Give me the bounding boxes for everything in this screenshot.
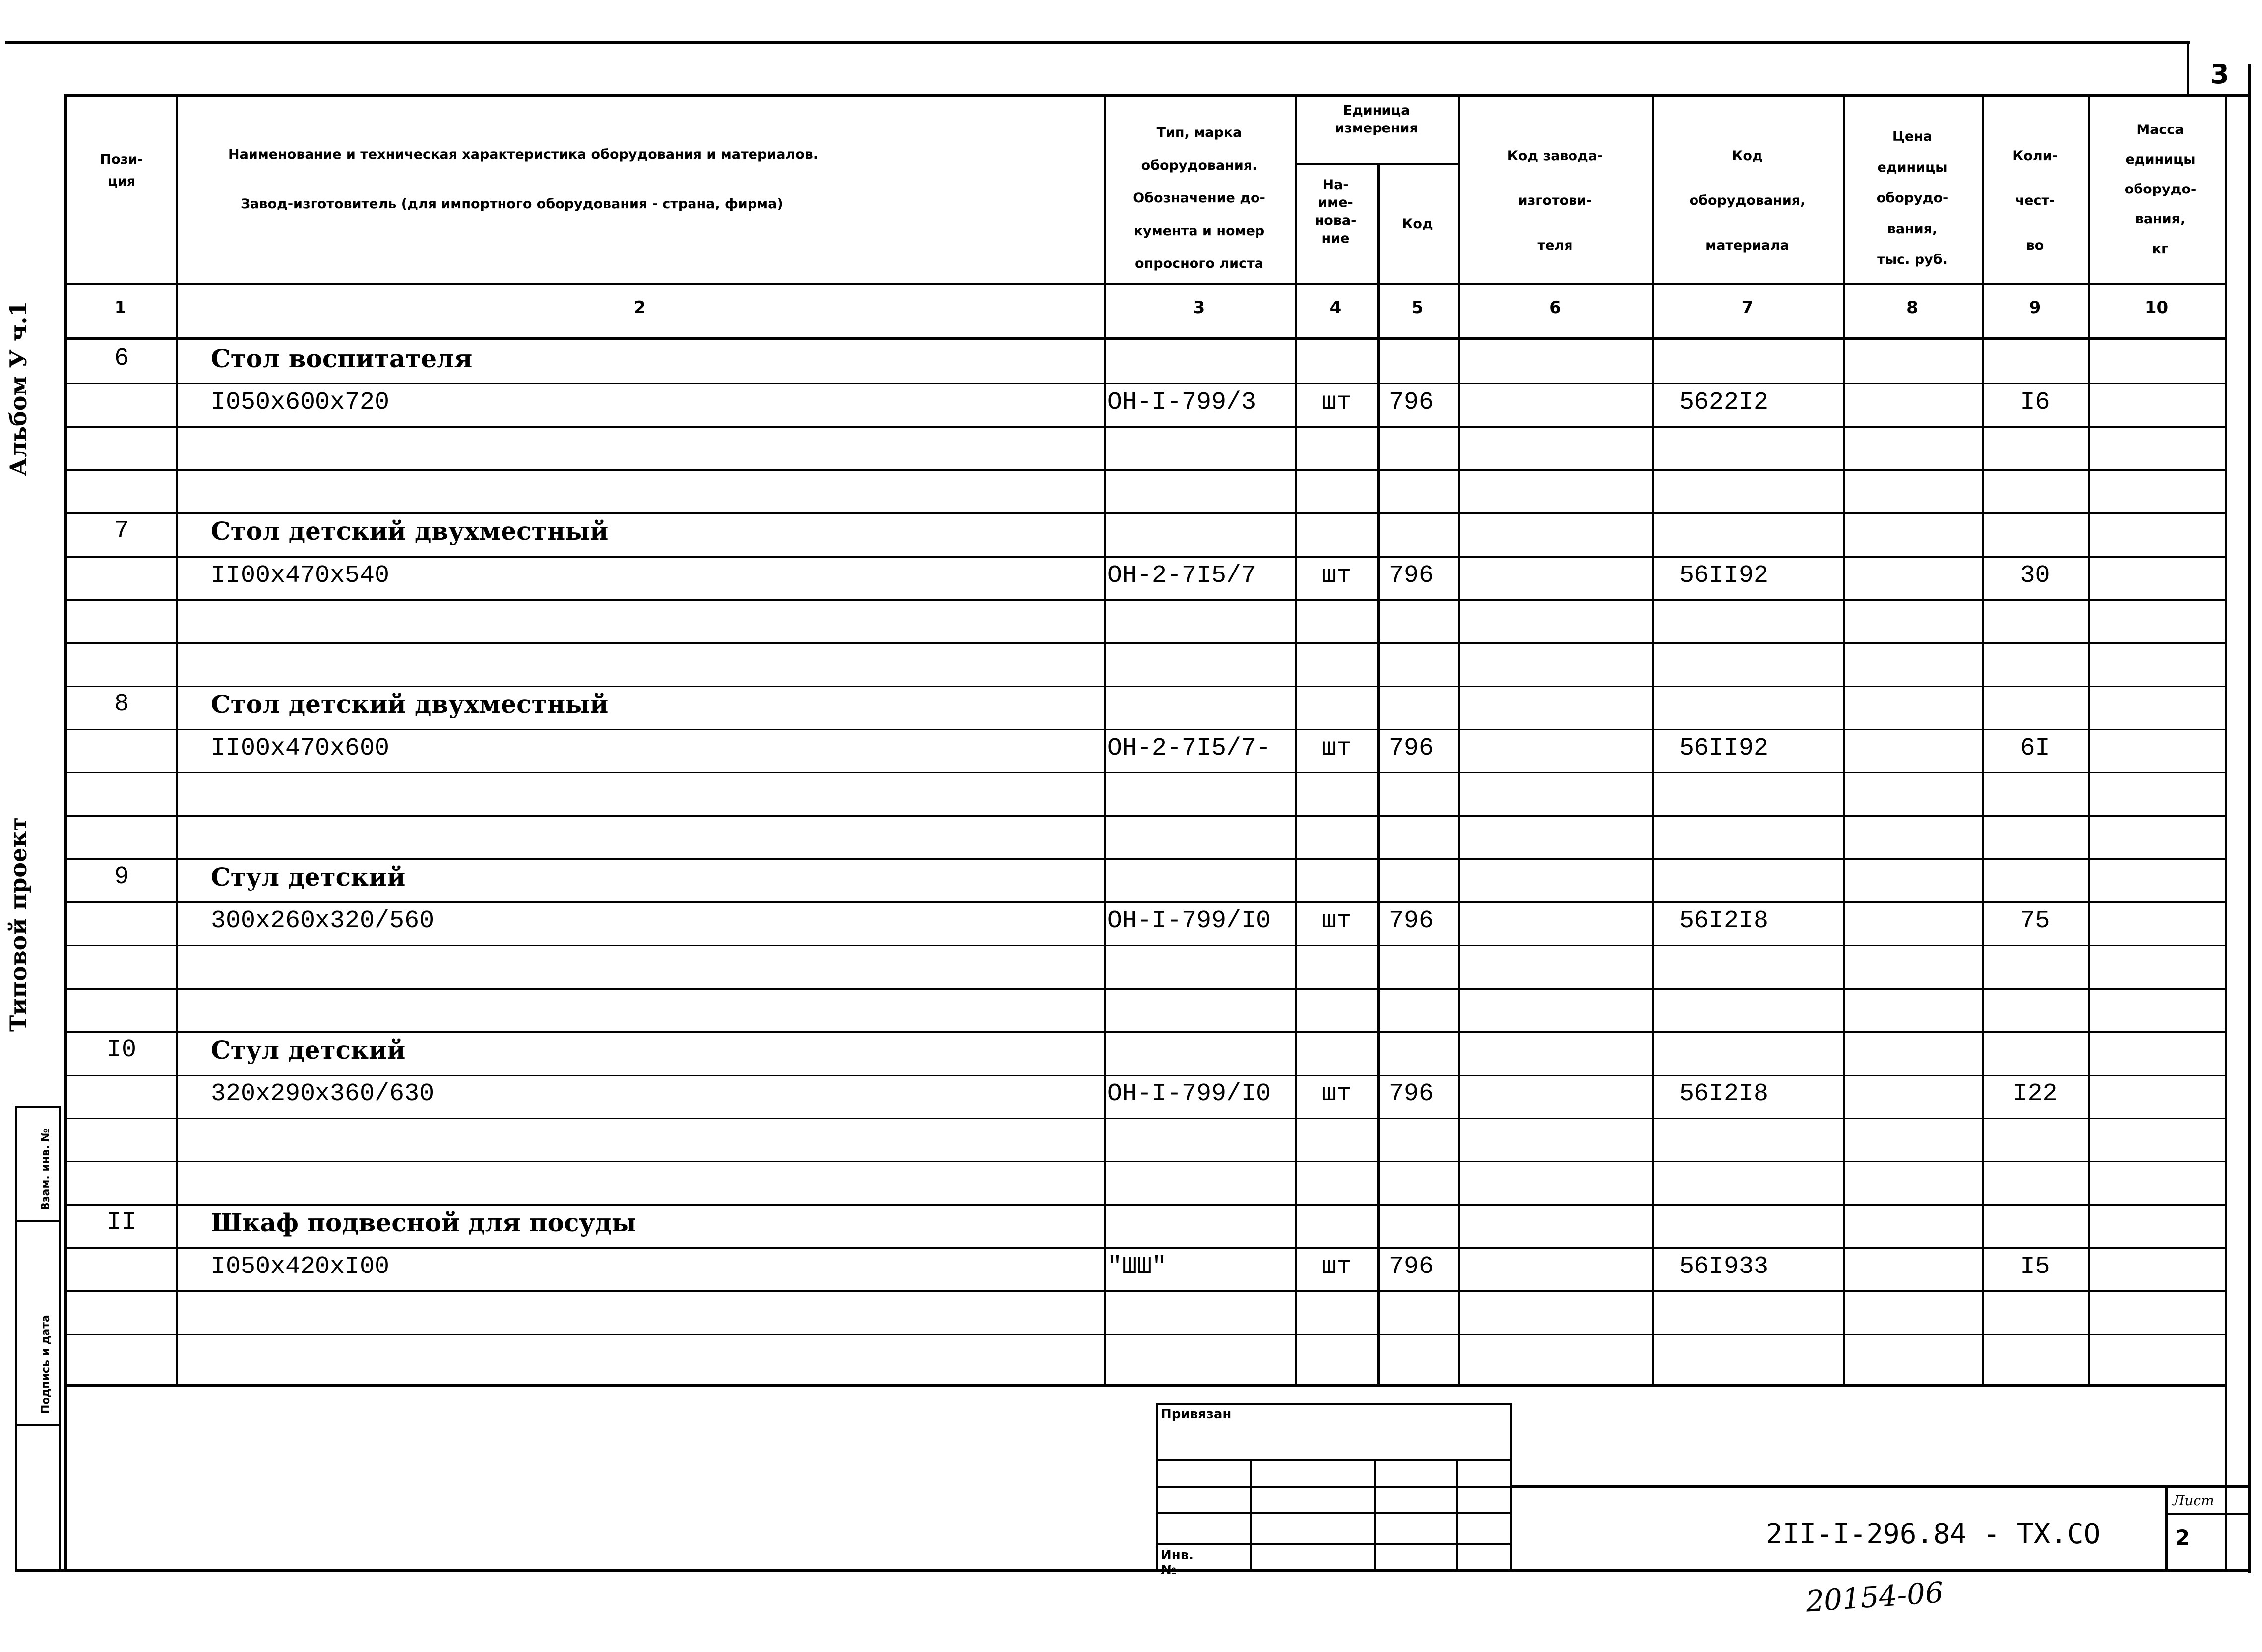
row-unit-code: 796 <box>1389 1253 1434 1281</box>
row-quantity: I22 <box>2012 1080 2058 1108</box>
sheet-box-left <box>2187 42 2189 96</box>
body-row-line <box>64 729 2225 730</box>
row-position: 6 <box>114 344 129 373</box>
row-quantity: I5 <box>2020 1253 2050 1281</box>
col-divider-7 <box>1652 94 1654 1384</box>
row-document: ОН-I-799/3 <box>1107 388 1257 417</box>
row-dimensions: I050x420xI00 <box>211 1253 390 1281</box>
header-mass: Масса единицы оборудо- вания, кг <box>2124 122 2197 256</box>
list-box-mid <box>2165 1513 2250 1515</box>
body-row-line <box>64 1334 2225 1335</box>
body-row-line <box>64 772 2225 773</box>
footer-handwritten-number: 20154-06 <box>1804 1575 1945 1619</box>
list-box-left <box>2165 1485 2168 1571</box>
privyazan-label: Привязан <box>1161 1407 1232 1422</box>
row-unit-code: 796 <box>1389 388 1434 417</box>
header-price: Цена единицы оборудо- вания, тыс. руб. <box>1876 129 1948 267</box>
table-right-line <box>2225 94 2227 1571</box>
header-position: Пози- ция <box>100 152 143 189</box>
stamp-row-2 <box>1156 1486 1512 1488</box>
column-number: 6 <box>1549 298 1561 318</box>
row-position: I0 <box>106 1035 136 1064</box>
row-equipment-code: 56I2I8 <box>1679 1080 1769 1108</box>
row-equipment-code: 5622I2 <box>1679 388 1769 417</box>
body-row-line <box>64 1247 2225 1249</box>
body-row-line <box>64 901 2225 903</box>
list-label: Лист <box>2173 1492 2214 1509</box>
table-top-line <box>64 94 2225 97</box>
body-row-line <box>64 469 2225 471</box>
row-unit-code: 796 <box>1389 907 1434 936</box>
header-factory-code: Код завода- изготови- теля <box>1507 148 1603 253</box>
body-row-line <box>64 815 2225 817</box>
body-row-line <box>64 642 2225 644</box>
stamp-row-1 <box>1156 1459 1512 1461</box>
stamp-top-line <box>1510 1485 2250 1488</box>
inv-label: Инв. № <box>1161 1548 1194 1578</box>
row-dimensions: I050x600x720 <box>211 388 390 417</box>
col-divider-3 <box>1104 94 1106 1384</box>
row-name: Стол детский двухместный <box>211 689 609 719</box>
side-label-project: Типовой проект <box>5 817 32 1032</box>
stamp-col-1 <box>1250 1459 1252 1572</box>
body-row-line <box>64 686 2225 687</box>
row-position: II <box>106 1208 136 1237</box>
stub-mid-line-2 <box>15 1424 61 1426</box>
header-type: Тип, марка оборудования. Обозначение до- кумента и номер опросного листа <box>1133 125 1265 271</box>
row-unit-code: 796 <box>1389 561 1434 590</box>
column-number: 2 <box>634 298 646 318</box>
body-row-line <box>64 1118 2225 1119</box>
row-quantity: 30 <box>2020 561 2050 590</box>
stamp-box-top <box>1156 1403 1512 1405</box>
row-quantity: 6I <box>2020 734 2050 762</box>
body-row-line <box>64 945 2225 946</box>
stamp-col-2 <box>1374 1459 1376 1572</box>
stub-top-line <box>15 1106 61 1108</box>
sheet-number: 3 <box>2210 59 2229 90</box>
stub-inner-line <box>59 1106 61 1572</box>
body-row-line <box>64 988 2225 990</box>
header-quantity: Коли- чест- во <box>2012 148 2058 253</box>
row-document: ОН-2-7I5/7 <box>1107 561 1257 590</box>
row-dimensions: 320x290x360/630 <box>211 1080 435 1108</box>
col-divider-6 <box>1458 94 1460 1384</box>
row-dimensions: 300x260x320/560 <box>211 907 435 936</box>
row-position: 9 <box>114 863 129 891</box>
body-row-line <box>64 512 2225 514</box>
row-quantity: I6 <box>2020 388 2050 417</box>
header-unit: Единица измерения <box>1335 103 1418 136</box>
header-unit-code: Код <box>1402 216 1433 232</box>
colnum-bottom-line <box>64 337 2225 340</box>
right-border-line <box>2248 64 2251 1573</box>
row-dimensions: II00x470x600 <box>211 734 390 762</box>
stub-label-2: Подпись и дата <box>40 1315 52 1414</box>
col-divider-10 <box>2088 94 2090 1384</box>
body-row-line <box>64 1161 2225 1162</box>
row-equipment-code: 56I933 <box>1679 1253 1769 1281</box>
stub-mid-line-1 <box>15 1220 61 1222</box>
stub-left-line <box>15 1106 17 1572</box>
stamp-row-4 <box>1156 1543 1512 1545</box>
column-number: 5 <box>1411 298 1424 318</box>
row-unit-name: шт <box>1321 1080 1352 1108</box>
body-row-line <box>64 858 2225 860</box>
body-row-line <box>64 1031 2225 1033</box>
body-row-line <box>64 1075 2225 1076</box>
column-number: 8 <box>1906 298 1918 318</box>
header-name-line2: Завод-изготовитель (для импортного оборудования - страна, фирма) <box>241 196 783 212</box>
stamp-row-3 <box>1156 1512 1512 1514</box>
header-bottom-line <box>64 283 2225 285</box>
row-document: ОН-I-799/I0 <box>1107 1080 1271 1108</box>
row-unit-code: 796 <box>1389 1080 1434 1108</box>
column-number: 10 <box>2144 298 2169 318</box>
body-row-line <box>64 383 2225 384</box>
body-row-line <box>64 1204 2225 1206</box>
row-document: ОН-I-799/I0 <box>1107 907 1271 936</box>
row-document: "ШШ" <box>1107 1253 1167 1281</box>
row-unit-name: шт <box>1321 907 1352 936</box>
row-name: Стол детский двухместный <box>211 516 609 546</box>
body-row-line <box>64 599 2225 601</box>
body-row-line <box>64 1290 2225 1292</box>
row-name: Стул детский <box>211 862 406 892</box>
row-unit-code: 796 <box>1389 734 1434 762</box>
column-number: 7 <box>1741 298 1754 318</box>
row-unit-name: шт <box>1321 1253 1352 1281</box>
row-equipment-code: 56II92 <box>1679 734 1769 762</box>
bottom-border-line <box>15 1569 2251 1572</box>
stub-label-1: Взам. инв. № <box>40 1128 52 1210</box>
row-name: Шкаф подвесной для посуды <box>211 1208 636 1237</box>
row-equipment-code: 56I2I8 <box>1679 907 1769 936</box>
col-divider-2 <box>176 94 178 1384</box>
column-number: 3 <box>1193 298 1205 318</box>
header-name-line1: Наименование и техническая характеристика оборудования и материалов. <box>228 147 818 162</box>
row-quantity: 75 <box>2020 907 2050 936</box>
row-position: 7 <box>114 517 129 546</box>
document-designation: 2II-I-296.84 - ТХ.СО <box>1766 1518 2101 1550</box>
header-equipment-code: Код оборудования, материала <box>1689 148 1806 253</box>
row-unit-name: шт <box>1321 561 1352 590</box>
row-unit-name: шт <box>1321 734 1352 762</box>
row-equipment-code: 56II92 <box>1679 561 1769 590</box>
row-position: 8 <box>114 690 129 718</box>
col-divider-5 <box>1377 163 1380 1384</box>
list-number: 2 <box>2175 1525 2190 1550</box>
header-unit-name: На- име- нова- ние <box>1315 177 1357 246</box>
row-name: Стул детский <box>211 1035 406 1065</box>
row-dimensions: II00x470x540 <box>211 561 390 590</box>
column-number: 9 <box>2029 298 2041 318</box>
col-divider-8 <box>1843 94 1845 1384</box>
body-row-line <box>64 556 2225 558</box>
side-label-album: Альбом У ч.1 <box>5 301 32 476</box>
row-document: ОН-2-7I5/7- <box>1107 734 1271 762</box>
row-name: Стол воспитателя <box>211 344 473 373</box>
top-border-line <box>5 41 2190 44</box>
body-bottom-line <box>64 1384 2225 1387</box>
row-unit-name: шт <box>1321 388 1352 417</box>
column-number: 4 <box>1329 298 1342 318</box>
column-number: 1 <box>114 298 126 318</box>
stamp-col-3 <box>1456 1459 1458 1572</box>
body-row-line <box>64 426 2225 428</box>
